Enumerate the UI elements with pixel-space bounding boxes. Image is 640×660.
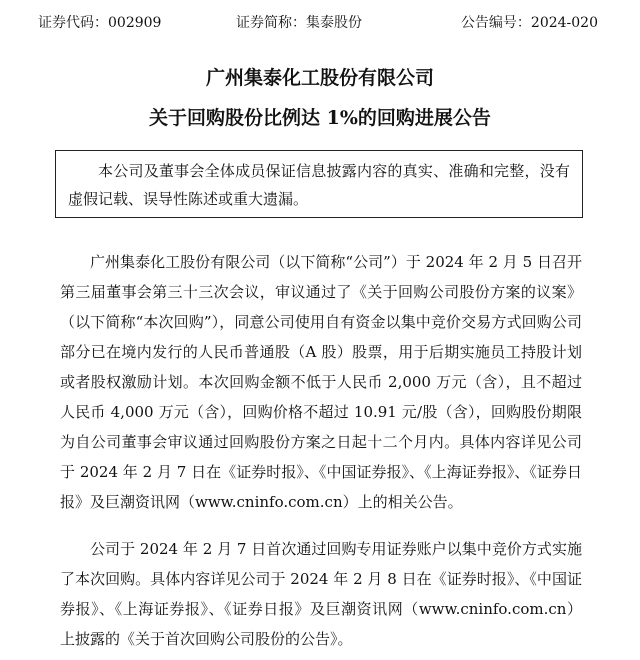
disclosure-statement-box	[55, 150, 583, 218]
body-paragraph-1: 广州集泰化工股份有限公司（以下简称“公司”）于 2024 年 2 月 5 日召开第三届董事会第三十三次会议，审议通过了《关于回购公司股份方案的议案》（以下简称“本次回购”），同意公司使用自有资金以集中竞价交易方式回购公司部分已在境内发行的人民币普通股（A 股）股票，用于后期实施员工持股计划或者股权激励计划。本次回购金额不低于人民币 2,000 万元（含），且不超过人民币 4,000 万元（含），回购价格不超过 10.91 元/股（含），回购股份期限为自公司董事会审议通过回购股份方案之日起十二个月内。具体内容详见公司于 2024 年 2 月 7 日在《证券时报》、《中国证券报》、《上海证券报》、《证券日报》及巨潮资讯网（www.cninfo.com.cn）上的相关公告。	[60, 253, 582, 511]
body-paragraph-2-container	[60, 534, 582, 654]
body-paragraph-1-container	[60, 247, 582, 517]
announcement-subject-title: 关于回购股份比例达 1%的回购进展公告	[149, 107, 491, 129]
body-paragraph-2: 公司于 2024 年 2 月 7 日首次通过回购专用证券账户以集中竞价方式实施了本次回购。具体内容详见公司于 2024 年 2 月 8 日在《证券时报》、《中国证券报》、《上海证券报》、《证券日报》及巨潮资讯网（www.cninfo.com.cn）上披露的《关于首次回购公司股份的公告》。	[60, 540, 582, 648]
announcement-header	[38, 12, 598, 34]
security-short-name: 证券简称：集泰股份	[236, 15, 362, 31]
announcement-number: 公告编号：2024-020	[460, 15, 598, 31]
security-code: 证券代码：002909	[38, 15, 162, 31]
disclosure-statement: 本公司及董事会全体成员保证信息披露内容的真实、准确和完整，没有虚假记载、误导性陈述或重大遗漏。	[68, 162, 570, 208]
company-name-title: 广州集泰化工股份有限公司	[205, 67, 434, 89]
